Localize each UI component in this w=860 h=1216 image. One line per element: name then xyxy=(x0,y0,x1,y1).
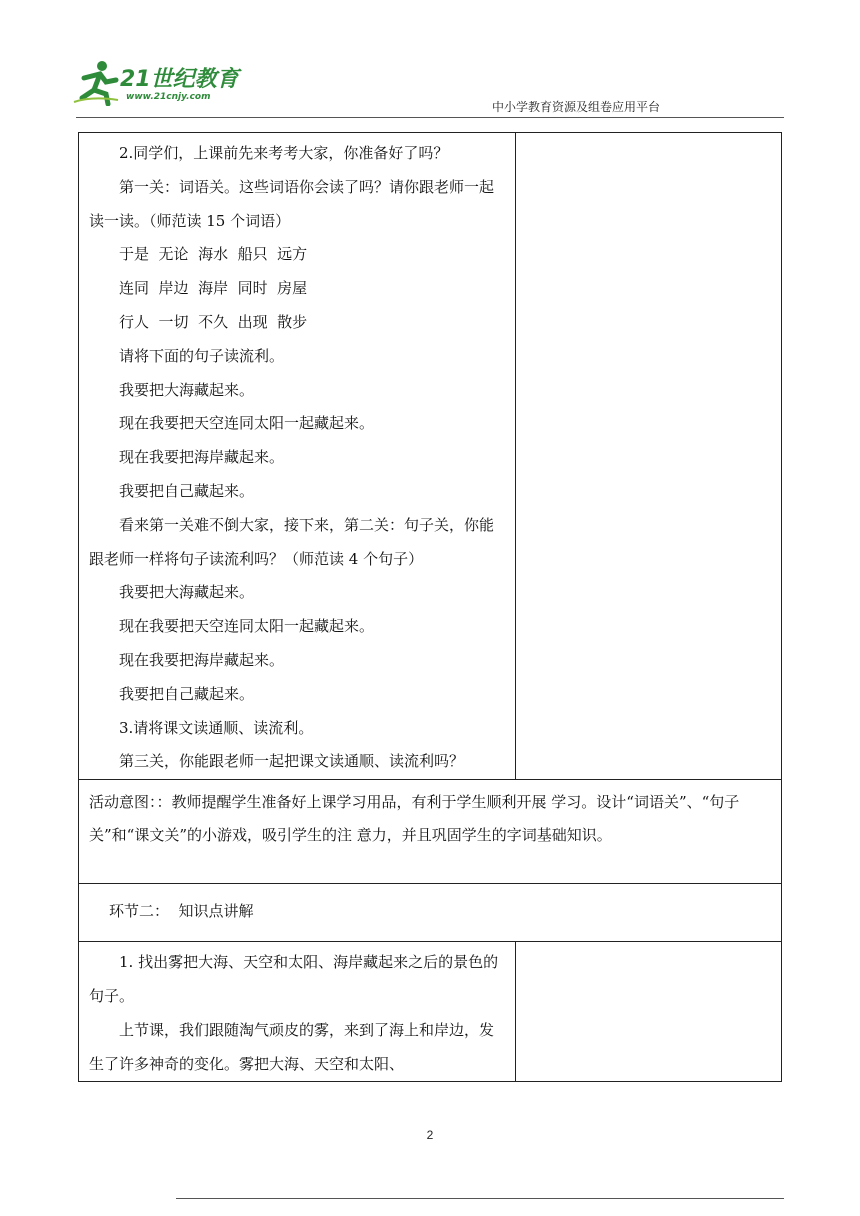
table-row xyxy=(79,133,782,780)
runner-logo-icon xyxy=(72,58,120,106)
sentence-line: 现在我要把海岸藏起来。 xyxy=(119,650,285,669)
text-line: 第三关，你能跟老师一起把课文读通顺、读流利吗？ xyxy=(119,752,465,771)
text-line: 1. 找出雾把大海、天空和太阳、海岸藏起来之后的景色的句子。 xyxy=(89,953,499,1005)
content-cell xyxy=(79,942,516,1082)
sentence-line: 我要把大海藏起来。 xyxy=(119,583,255,602)
page-header xyxy=(0,0,860,130)
section-title: 环节二： 知识点讲解 xyxy=(109,902,254,921)
sentence-line: 现在我要把天空连同太阳一起藏起来。 xyxy=(119,414,375,433)
word-list-line: 连同 岸边 海岸 同时 房屋 xyxy=(119,279,308,298)
text-line: 看来第一关难不倒大家，接下来，第二关：句子关，你能跟老师一样将句子读流利吗？（师范读 4 个句子） xyxy=(89,515,495,568)
footer-divider xyxy=(176,1198,784,1199)
platform-name: 中小学教育资源及组卷应用平台 xyxy=(491,100,660,114)
page-number: 2 xyxy=(426,1128,434,1142)
logo xyxy=(72,58,252,114)
notes-cell xyxy=(515,942,781,1082)
text-line: 上节课，我们跟随淘气顽皮的雾，来到了海上和岸边，发生了许多神奇的变化。雾把大海、天空和太阳、 xyxy=(89,1020,495,1073)
logo-url: www.21cnjy.com xyxy=(126,92,211,102)
sentence-line: 我要把大海藏起来。 xyxy=(119,380,255,399)
text-line: 请将下面的句子读流利。 xyxy=(119,346,285,365)
table-row xyxy=(79,884,782,942)
logo-text: 21世纪教育 xyxy=(120,67,239,92)
text-line: 3.请将课文读通顺、读流利。 xyxy=(119,718,314,737)
header-divider xyxy=(76,117,784,118)
sentence-line: 现在我要把海岸藏起来。 xyxy=(119,448,285,467)
sentence-line: 我要把自己藏起来。 xyxy=(119,684,255,703)
word-list-line: 行人 一切 不久 出现 散步 xyxy=(119,312,308,331)
activity-intent-cell xyxy=(79,780,782,884)
text-line: 2.同学们，上课前先来考考大家，你准备好了吗？ xyxy=(119,144,449,162)
text-line: 第一关：词语关。这些词语你会读了吗？请你跟老师一起读一读。（师范读 15 个词语） xyxy=(89,177,495,230)
lesson-table xyxy=(78,132,782,1082)
activity-intent-text: 活动意图：：教师提醒学生准备好上课学习用品，有利于学生顺利开展 学习。设计“词语关”、“句子关”和“课文关”的小游戏，吸引学生的注 意力，并且巩固学生的字词基础知识。 xyxy=(89,793,740,845)
content-cell xyxy=(79,133,516,780)
word-list-line: 于是 无论 海水 船只 远方 xyxy=(119,245,308,264)
sentence-line: 现在我要把天空连同太阳一起藏起来。 xyxy=(119,617,375,636)
section-header-cell xyxy=(79,884,782,942)
notes-cell xyxy=(515,133,781,780)
table-row xyxy=(79,780,782,884)
sentence-line: 我要把自己藏起来。 xyxy=(119,481,255,500)
table-row xyxy=(79,942,782,1082)
